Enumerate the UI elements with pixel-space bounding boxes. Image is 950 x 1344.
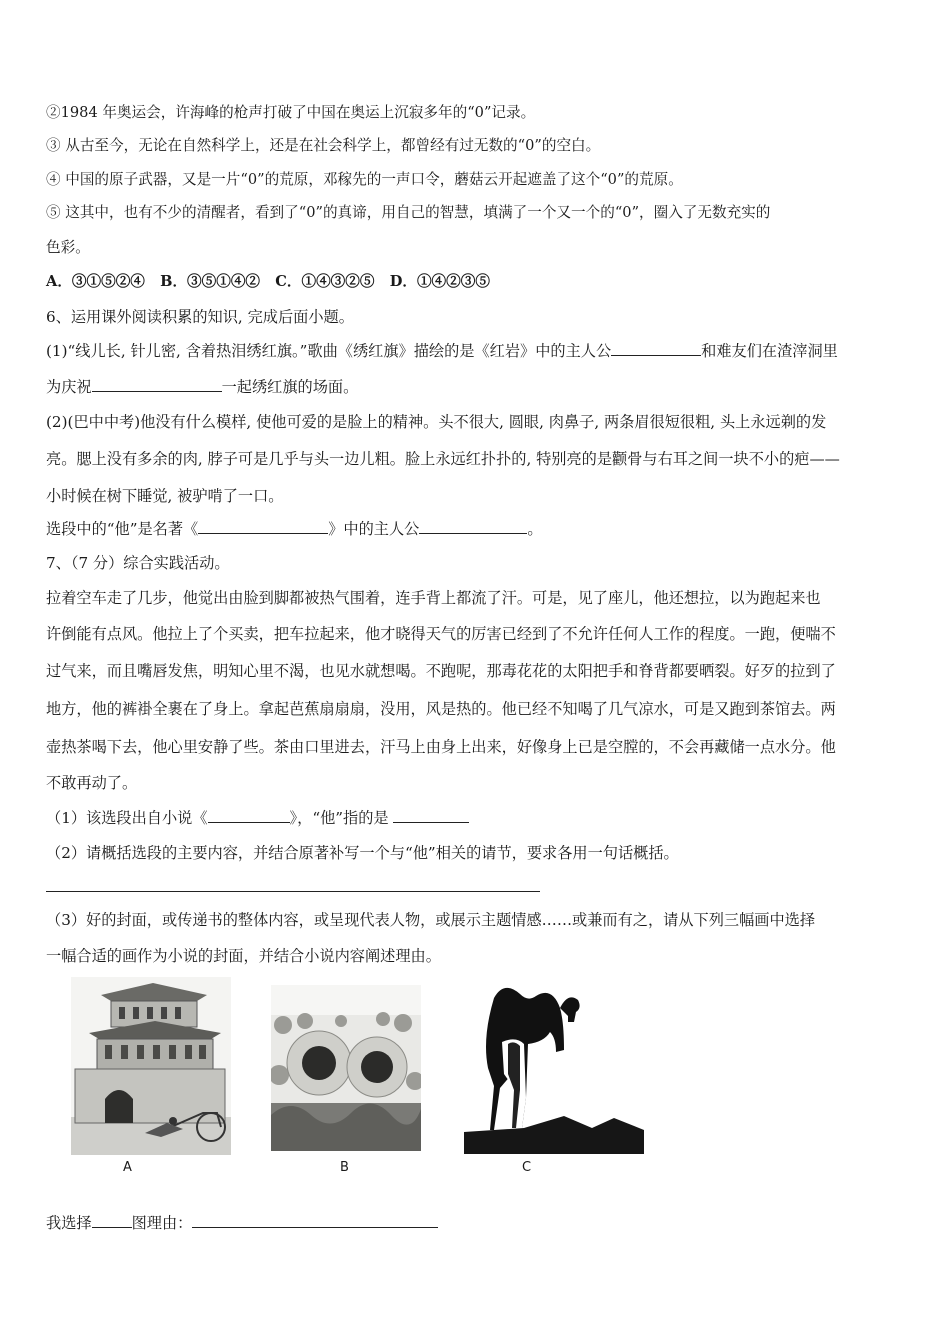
q6-sub1-text-a: (1)“线儿长, 针儿密, 含着热泪绣红旗。”歌曲《绣红旗》描绘的是《红岩》中的主人公 bbox=[46, 342, 612, 360]
q7-answer-text-a: 我选择 bbox=[46, 1214, 92, 1232]
q7-answer-blank-choice[interactable] bbox=[92, 1213, 132, 1228]
q7-sub1-blank-novel[interactable] bbox=[208, 808, 290, 823]
q7-answer-line bbox=[46, 1213, 438, 1233]
q7-sub3-line2: 一幅合适的画作为小说的封面，并结合小说内容阐述理由。 bbox=[46, 947, 441, 965]
picture-a-caption: A bbox=[123, 1160, 132, 1175]
q5-options: A．③①⑤②④ B．③⑤①④② C．①④③②⑤ D．①④②③⑤ bbox=[46, 273, 490, 290]
picture-b-sunflowers bbox=[271, 985, 421, 1151]
q7-passage-line: 过气来，而且嘴唇发焦，明知心里不渴，也见水就想喝。不跑呢，那毒花花的太阳把手和脊背都要晒裂。好歹的拉到了 bbox=[46, 662, 836, 680]
q7-sub1-text-a: （1）该选段出自小说《 bbox=[46, 809, 208, 827]
picture-c-caption: C bbox=[522, 1160, 532, 1175]
q5-item-2: ②1984 年奥运会，许海峰的枪声打破了中国在奥运上沉寂多年的“0”记录。 bbox=[46, 104, 536, 121]
q6-sub2-text-a: 选段中的“他”是名著《 bbox=[46, 520, 199, 538]
q6-sub1-blank-event[interactable] bbox=[92, 377, 222, 392]
q7-sub2-answer-line[interactable] bbox=[46, 891, 540, 892]
q5-item-3: ③ 从古至今，无论在自然科学上，还是在社会科学上，都曾经有过无数的“0”的空白。 bbox=[46, 137, 601, 154]
q6-sub2-blank-hero[interactable] bbox=[419, 519, 527, 534]
q7-sub3-line1: （3）好的封面，或传递书的整体内容，或呈现代表人物，或展示主题情感……或兼而有之，请从下列三幅画中选择 bbox=[46, 911, 816, 929]
q6-sub1-line2 bbox=[46, 377, 358, 397]
picture-b-caption: B bbox=[340, 1160, 349, 1175]
q6-sub1-text-b: 和难友们在渣滓洞里 bbox=[701, 342, 838, 360]
q5-item-4: ④ 中国的原子武器，又是一片“0”的荒原，邓稼先的一声口令，蘑菇云开起遮盖了这个“0”的荒原。 bbox=[46, 171, 683, 188]
q6-sub1-line1 bbox=[46, 341, 838, 361]
q7-passage-line: 壶热茶喝下去，他心里安静了些。茶由口里进去，汗马上由身上出来，好像身上已是空膛的，不会再藏储一点水分。他 bbox=[46, 738, 836, 756]
q7-passage-line: 许倒能有点风。他拉上了个买卖，把车拉起来，他才晓得天气的厉害已经到了不允许任何人工作的程度。一跑，便喘不 bbox=[46, 625, 836, 643]
q5-item-5: ⑤ 这其中，也有不少的清醒者，看到了“0”的真谛，用自己的智慧，填满了一个又一个的“0”，圈入了无数充实的 bbox=[46, 204, 771, 221]
q7-answer-blank-reason[interactable] bbox=[192, 1213, 438, 1228]
q7-sub1-text-b: 》，“他”指的是 bbox=[289, 809, 394, 827]
q7-passage-line: 不敢再动了。 bbox=[46, 774, 138, 792]
q7-answer-text-b: 图理由： bbox=[131, 1214, 193, 1232]
q6-sub2-text-c: 。 bbox=[527, 520, 543, 538]
q6-sub1-text-d: 一起绣红旗的场面。 bbox=[221, 378, 359, 396]
picture-c-camel bbox=[464, 978, 644, 1154]
q6-sub2-question bbox=[46, 519, 543, 539]
picture-a-city-gate bbox=[71, 977, 231, 1155]
q6-title: 6、运用课外阅读积累的知识, 完成后面小题。 bbox=[46, 308, 354, 326]
q7-passage-line: 地方，他的裤褂全裹在了身上。拿起芭蕉扇扇扇，没用，风是热的。他已经不知喝了几气凉水，可是又跑到茶馆去。两 bbox=[46, 700, 836, 718]
q6-sub1-blank-hero[interactable] bbox=[611, 341, 701, 356]
q6-sub2-text-b: 》中的主人公 bbox=[328, 520, 420, 538]
q7-title: 7、（7 分）综合实践活动。 bbox=[46, 554, 230, 572]
q6-sub2-line3: 小时候在树下睡觉, 被驴啃了一口。 bbox=[46, 487, 284, 505]
q6-sub1-text-c: 为庆祝 bbox=[46, 378, 92, 396]
q6-sub2-blank-book[interactable] bbox=[198, 519, 328, 534]
q5-item-5-cont: 色彩。 bbox=[46, 239, 90, 256]
q7-sub1 bbox=[46, 808, 469, 828]
q7-sub2: （2）请概括选段的主要内容，并结合原著补写一个与“他”相关的请节，要求各用一句话概括。 bbox=[46, 844, 679, 862]
q6-sub2-line2: 亮。腮上没有多余的肉, 脖子可是几乎与头一边儿粗。脸上永远红扑扑的, 特别亮的是颧骨与右耳之间一块不小的疤—— bbox=[46, 450, 840, 468]
q7-sub1-blank-person[interactable] bbox=[393, 808, 469, 823]
q6-sub2-line1: (2)(巴中中考)他没有什么模样, 使他可爱的是脸上的精神。头不很大, 圆眼, 肉鼻子, 两条眉很短很粗, 头上永远剃的发 bbox=[46, 413, 827, 431]
q7-passage-line: 拉着空车走了几步，他觉出由脸到脚都被热气围着，连手背上都流了汗。可是，见了座儿，他还想拉，以为跑起来也 bbox=[46, 589, 821, 607]
